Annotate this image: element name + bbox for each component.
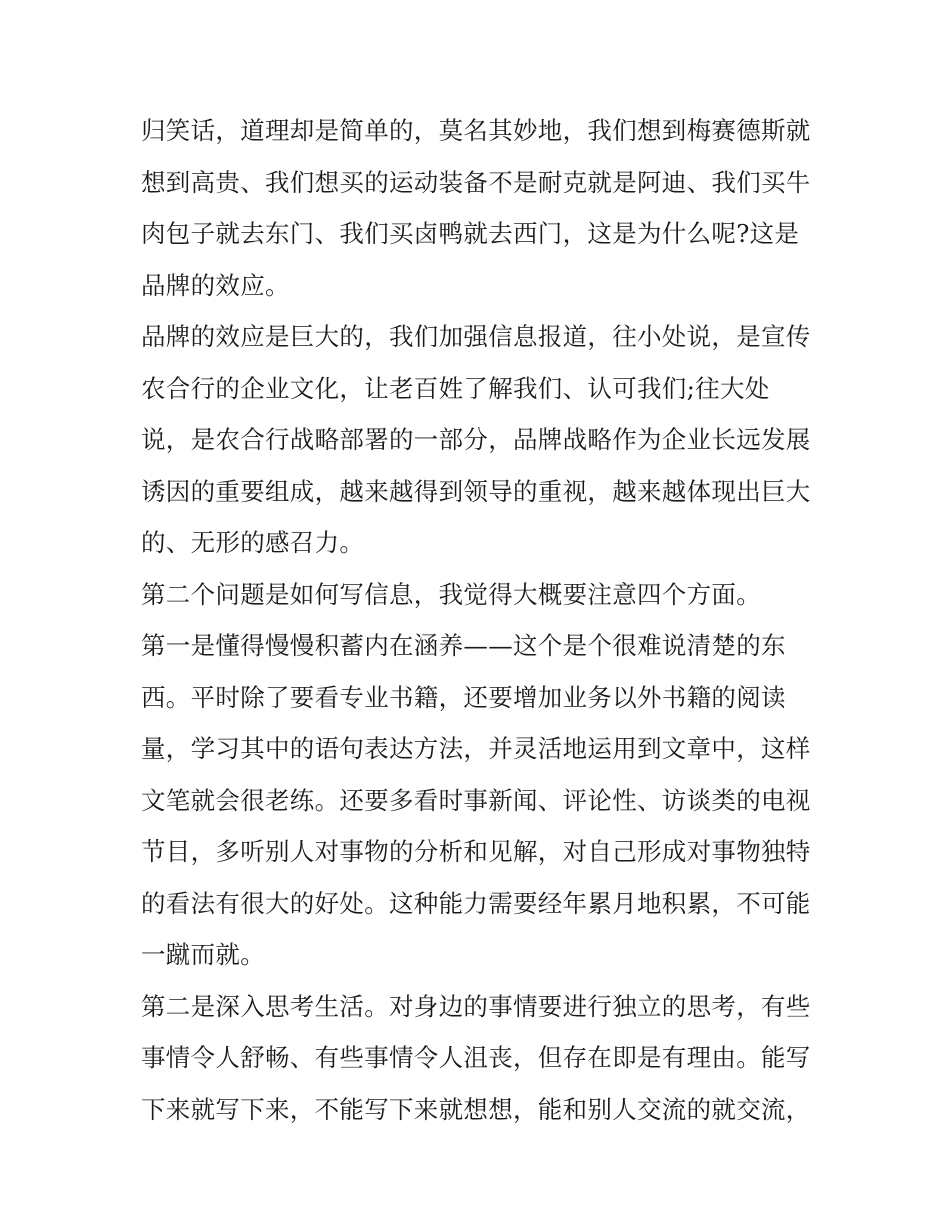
text-line: 诱因的重要组成，越来越得到领导的重视，越来越体现出巨大 [141,476,811,506]
text-line: 想到高贵、我们想买的运动装备不是耐克就是阿迪、我们买牛 [141,167,811,197]
text-line: 肉包子就去东门、我们买卤鸭就去西门，这是为什么呢?这是 [141,219,800,248]
text-line: 品牌的效应是巨大的，我们加强信息报道，往小处说，是宣传 [141,322,811,351]
text-line: 品牌的效应。 [141,270,290,300]
text-line: 第二是深入思考生活。对身边的事情要进行独立的思考，有些 [141,991,811,1021]
text-line: 农合行的企业文化，让老百姓了解我们、认可我们;往大处 [141,373,770,403]
text-line: 文笔就会很老练。还要多看时事新闻、评论性、访谈类的电视 [141,785,811,815]
text-line: 西。平时除了要看专业书籍，还要增加业务以外书籍的阅读 [141,682,786,712]
text-line: 第一是懂得慢慢积蓄内在涵养——这个是个很难说清楚的东 [141,631,786,660]
text-line: 归笑话，道理却是简单的，莫名其妙地，我们想到梅赛德斯就 [141,116,811,145]
text-line: 的、无形的感召力。 [141,528,365,557]
text-line: 节目，多听别人对事物的分析和见解，对自己形成对事物独特 [141,837,811,866]
text-line: 说，是农合行战略部署的一部分，品牌战略作为企业长远发展 [141,425,811,454]
text-line: 下来就写下来，不能写下来就想想，能和别人交流的就交流， [141,1094,811,1124]
text-line: 第二个问题是如何写信息，我觉得大概要注意四个方面。 [141,579,761,609]
text-line: 一蹴而就。 [141,940,265,969]
text-line: 的看法有很大的好处。这种能力需要经年累月地积累，不可能 [141,888,811,918]
document-body [141,109,821,1139]
text-line: 量，学习其中的语句表达方法，并灵活地运用到文章中，这样 [141,734,811,763]
text-line: 事情令人舒畅、有些事情令人沮丧，但存在即是有理由。能写 [141,1043,811,1072]
